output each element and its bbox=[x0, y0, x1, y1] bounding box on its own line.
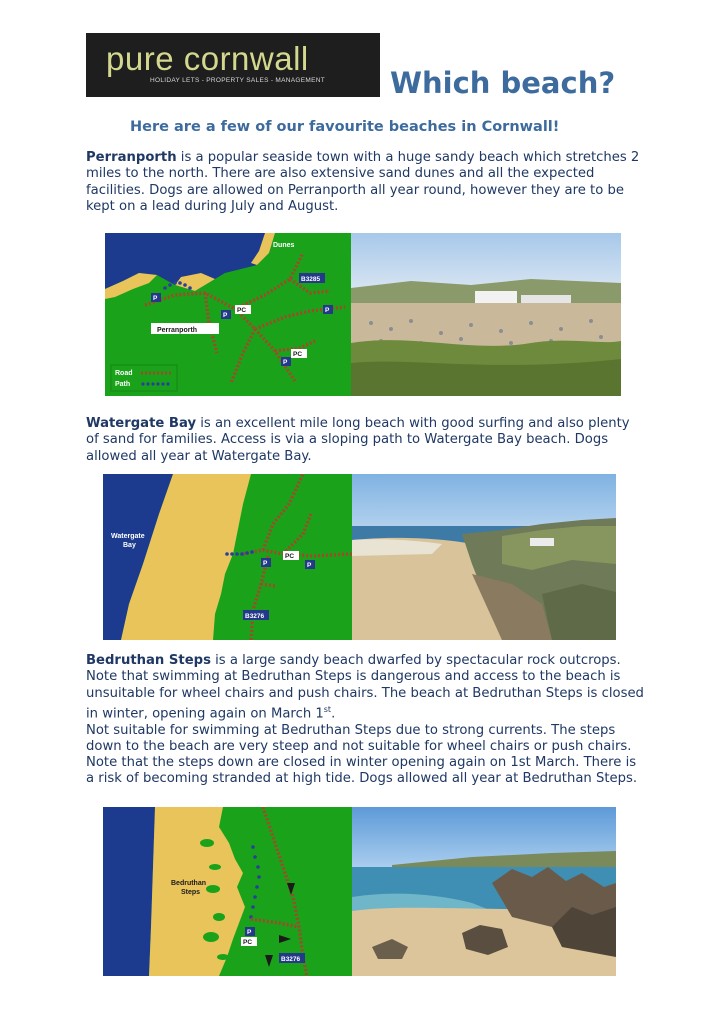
perranporth-road-code: B3285 bbox=[301, 276, 321, 283]
watergate-description bbox=[86, 416, 646, 465]
bedruthan-pc: PC bbox=[243, 939, 253, 946]
bedruthan-steps-label-1: Bedruthan bbox=[171, 880, 206, 887]
perranporth-photo bbox=[351, 233, 621, 396]
watergate-road-code: B3276 bbox=[245, 613, 265, 620]
watergate-bay-label-1: Watergate bbox=[111, 533, 145, 540]
logo-name: pure cornwall bbox=[106, 40, 309, 77]
watergate-name: Watergate Bay bbox=[86, 416, 197, 431]
perranporth-pc-1: PC bbox=[237, 307, 247, 314]
bedruthan-steps-label-2: Steps bbox=[181, 889, 201, 896]
bedruthan-road-code: B3276 bbox=[281, 956, 301, 963]
perranporth-p-3: P bbox=[325, 307, 330, 314]
bedruthan-sea bbox=[103, 807, 155, 976]
bedruthan-text-2: . bbox=[331, 706, 336, 722]
legend-road-label: Road bbox=[115, 370, 133, 377]
perranporth-text: is a popular seaside town with a huge sandy beach which stretches 2 miles to the north. There are also extensive sand dunes and all the expected facilities. Dogs are allowed on Perranporth all year round, however they are to be kept on a lead during July and August. bbox=[86, 150, 640, 214]
perranporth-description bbox=[86, 150, 646, 215]
perranporth-map bbox=[105, 233, 351, 396]
legend-path-label: Path bbox=[115, 381, 131, 388]
bedruthan-ordinal: st bbox=[323, 704, 332, 714]
watergate-map bbox=[103, 474, 352, 640]
bedruthan-p: P bbox=[247, 929, 252, 936]
watergate-text: is an excellent mile long beach with good surfing and also plenty of sand for families. Access is via a sloping path to Watergate Bay beach. Dogs allowed all year at Watergate Bay. bbox=[86, 416, 630, 464]
bedruthan-photo bbox=[352, 807, 616, 976]
bedruthan-text-1: is a large sandy beach dwarfed by spectacular rock outcrops. Note that swimming at Bedruthan Steps is dangerous and access to the beach is unsuitable for wheel chairs and push chairs. The beach at Bedruthan Steps is closed in winter, opening again on March 1 bbox=[86, 653, 644, 722]
page-title: Which beach? bbox=[390, 66, 616, 100]
perranporth-p-4: P bbox=[283, 359, 288, 366]
perranporth-town-label: Perranporth bbox=[157, 327, 198, 334]
pure-cornwall-logo bbox=[86, 33, 380, 97]
logo-tagline: HOLIDAY LETS - PROPERTY SALES - MANAGEMENT bbox=[150, 77, 326, 84]
perranporth-pc-2: PC bbox=[293, 351, 303, 358]
perranporth-name: Perranporth bbox=[86, 150, 177, 165]
watergate-p-1: P bbox=[263, 560, 268, 567]
watergate-bay-label-2: Bay bbox=[123, 542, 136, 549]
bedruthan-name: Bedruthan Steps bbox=[86, 653, 211, 668]
watergate-pc: PC bbox=[285, 553, 295, 560]
perranporth-p-1: P bbox=[153, 295, 158, 302]
bedruthan-map bbox=[103, 807, 352, 976]
bedruthan-text-3: Not suitable for swimming at Bedruthan Steps due to strong currents. The steps down to the beach are very steep and not suitable for wheel chairs or push chairs. Note that the steps down are closed in winter opening again on 1st March. There is a risk of becoming stranded at high tide. Dogs allowed all year at Bedruthan Steps. bbox=[86, 722, 638, 787]
bedruthan-description bbox=[86, 653, 646, 788]
dunes-label: Dunes bbox=[273, 242, 295, 249]
page-subtitle: Here are a few of our favourite beaches in Cornwall! bbox=[130, 119, 560, 135]
perranporth-p-2: P bbox=[223, 312, 228, 319]
watergate-p-2: P bbox=[307, 562, 312, 569]
watergate-photo bbox=[352, 474, 616, 640]
